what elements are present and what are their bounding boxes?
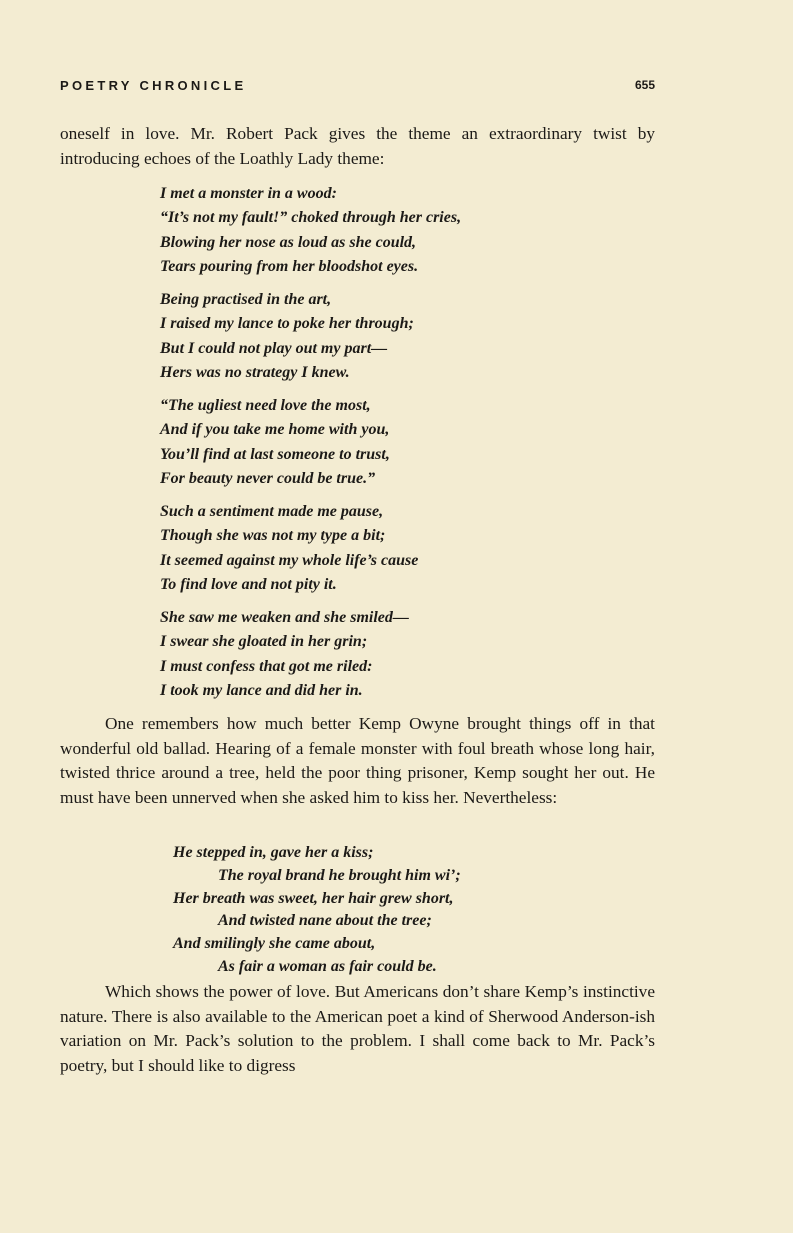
- verse-line: Such a sentiment made me pause,: [160, 503, 384, 520]
- paragraph-kemp-owyne: One remembers how much better Kemp Owyne brought things off in that wonderful old ballad. Hearing of a female monster with foul breath whose long hair, twisted thrice around a tree, held the poor thing prisoner, Kemp sought her out. He must have been unnerved when she asked him to kiss her. Nevertheless:: [60, 714, 655, 807]
- ballad-line: The royal brand he brought him wi’;: [218, 866, 461, 884]
- verse-line: Tears pouring from her bloodshot eyes.: [160, 257, 419, 275]
- ballad-line: As fair a woman as fair could be.: [218, 957, 437, 975]
- verse-line: But I could not play out my part—: [160, 339, 388, 357]
- ballad-line: He stepped in, gave her a kiss;: [173, 844, 374, 861]
- verse-line: I met a monster in a wood:: [160, 185, 337, 202]
- verse-line: She saw me weaken and she smiled—: [160, 609, 409, 626]
- poem-stanza: [160, 394, 390, 491]
- paragraph-intro: oneself in love. Mr. Robert Pack gives the theme an extraordinary twist by introducing echoes of the Loathly Lady theme:: [60, 124, 655, 168]
- ballad-line: And smilingly she came about,: [173, 935, 376, 953]
- poem-stanza: [160, 606, 409, 703]
- verse-line: “The ugliest need love the most,: [160, 397, 371, 414]
- page-number: 655: [634, 78, 655, 92]
- ballad-line: Her breath was sweet, her hair grew short,: [173, 889, 454, 907]
- verse-line: I must confess that got me riled:: [160, 657, 373, 675]
- verse-line: Being practised in the art,: [160, 291, 332, 308]
- ballad-line: And twisted nane about the tree;: [218, 912, 432, 930]
- verse-line: “It’s not my fault!” choked through her cries,: [160, 209, 462, 227]
- verse-line: It seemed against my whole life’s cause: [160, 551, 419, 569]
- book-page: [60, 78, 655, 1208]
- verse-line: For beauty never could be true.”: [160, 469, 376, 487]
- verse-line: I swear she gloated in her grin;: [160, 633, 368, 651]
- verse-line: To find love and not pity it.: [160, 575, 337, 593]
- ballad-quote: [173, 842, 461, 979]
- running-title: POETRY CHRONICLE: [60, 78, 247, 93]
- verse-line: And if you take me home with you,: [160, 421, 390, 439]
- verse-line: Though she was not my type a bit;: [160, 527, 386, 545]
- paragraph-power-of-love: Which shows the power of love. But Americans don’t share Kemp’s instinctive nature. There is also available to the American poet a kind of Sherwood Anderson-ish variation on Mr. Pack’s solution to the problem. I shall come back to Mr. Pack’s poetry, but I should like to digress: [60, 982, 655, 1075]
- verse-line: I took my lance and did her in.: [160, 681, 363, 699]
- verse-line: I raised my lance to poke her through;: [160, 315, 414, 333]
- poem-stanza: [160, 182, 461, 279]
- verse-line: Hers was no strategy I knew.: [160, 363, 350, 381]
- verse-line: Blowing her nose as loud as she could,: [160, 233, 417, 251]
- poem-stanza: [160, 288, 414, 385]
- running-head: [60, 78, 655, 102]
- poem-stanza: [160, 500, 418, 597]
- verse-line: You’ll find at last someone to trust,: [160, 445, 390, 463]
